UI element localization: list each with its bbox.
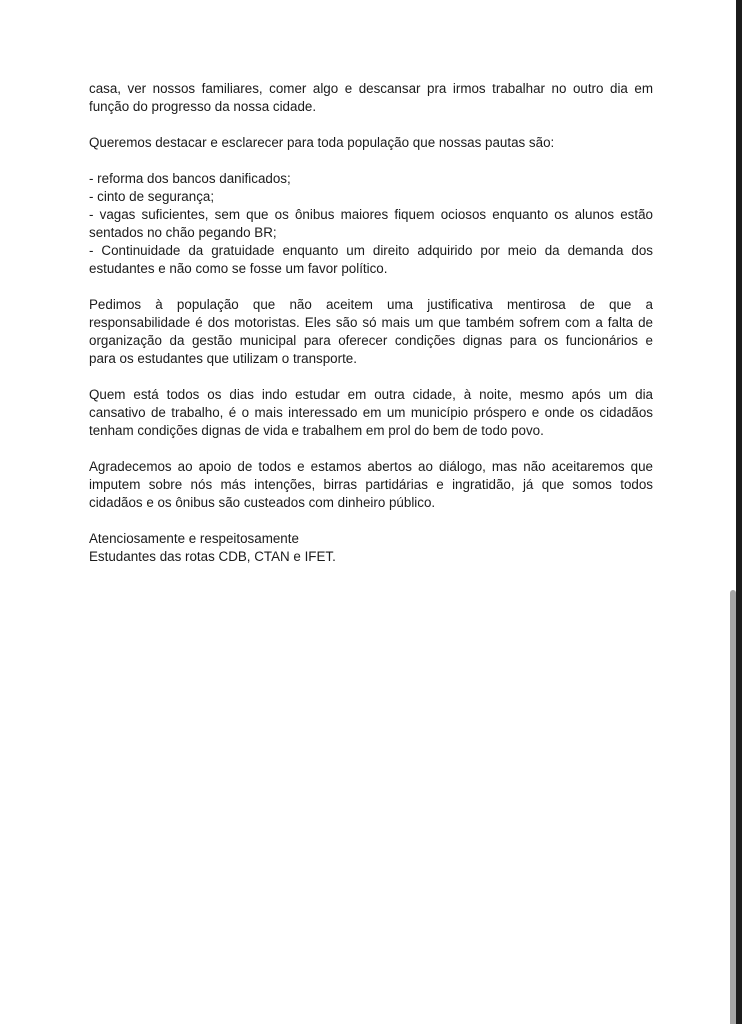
text-line: - Continuidade da gratuidade enquanto um direito adquirido por meio da demanda dos [89,243,653,258]
text-line: sentados no chão pegando BR; [89,225,277,240]
text-line: Estudantes das rotas CDB, CTAN e IFET. [89,549,336,564]
paragraph [89,296,653,368]
text-line: estudantes e não como se fosse um favor político. [89,261,388,276]
text-line: cidadãos e os ônibus são custeados com dinheiro público. [89,495,436,510]
paragraph [89,80,653,116]
paragraph [89,134,653,152]
text-line: organização da gestão municipal para oferecer condições dignas para os funcionários e [89,333,653,348]
text-line: função do progresso da nossa cidade. [89,99,317,114]
text-line: tenham condições dignas de vida e trabalhem em prol do bem de todo povo. [89,423,544,438]
text-line: Quem está todos os dias indo estudar em outra cidade, à noite, mesmo após um dia [89,387,653,402]
text-line: cansativo de trabalho, é o mais interessado em um município próspero e onde os cidadãos [89,405,653,420]
text-line: responsabilidade é dos motoristas. Eles são só mais um que também sofrem com a falta de [89,315,653,330]
text-line: imputem sobre nós más intenções, birras partidárias e ingratidão, já que somos todos [89,477,653,492]
text-line: - reforma dos bancos danificados; [89,171,291,186]
document-body [89,80,653,584]
paragraph [89,458,653,512]
text-line: casa, ver nossos familiares, comer algo e descansar pra irmos trabalhar no outro dia em [89,81,653,96]
text-line: Queremos destacar e esclarecer para toda população que nossas pautas são: [89,135,555,150]
scrollbar-thumb[interactable] [730,590,736,1024]
paragraph [89,386,653,440]
text-line: Atenciosamente e respeitosamente [89,531,299,546]
text-line: Pedimos à população que não aceitem uma justificativa mentirosa de que a [89,297,653,312]
paragraph [89,530,653,566]
text-line: - cinto de segurança; [89,189,215,204]
text-line: - vagas suficientes, sem que os ônibus maiores fiquem ociosos enquanto os alunos estão [89,207,653,222]
text-line: Agradecemos ao apoio de todos e estamos abertos ao diálogo, mas não aceitaremos que [89,459,653,474]
text-line: para os estudantes que utilizam o transporte. [89,351,357,366]
paragraph [89,170,653,278]
